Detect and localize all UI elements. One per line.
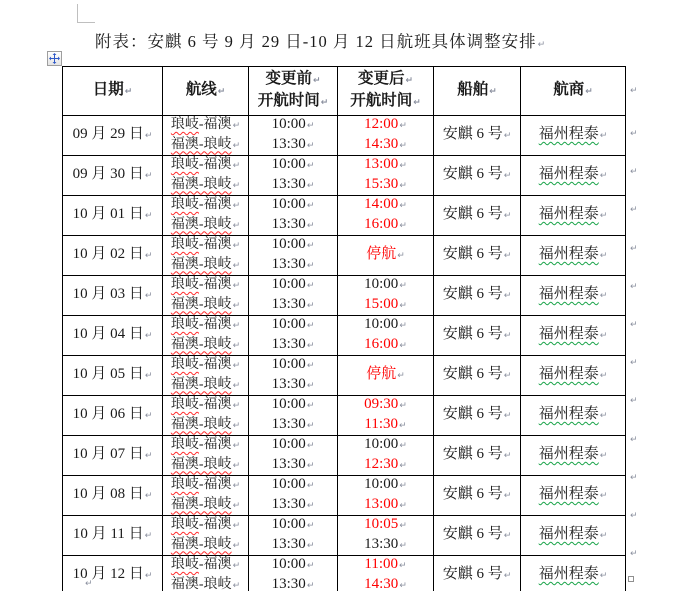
after-time-cell[interactable]: 14:00↵ 16:00↵	[338, 196, 434, 236]
paragraph-mark: ↵	[399, 180, 407, 191]
table-row	[63, 156, 626, 196]
paragraph-mark: ↵	[306, 220, 315, 231]
paragraph-mark: ↵	[399, 460, 407, 471]
paragraph-mark: ↵	[306, 561, 315, 571]
date-cell[interactable]: 10 月 01 日↵	[63, 196, 163, 236]
before-time-cell[interactable]: 10:00↵ 13:30↵	[249, 276, 338, 316]
table-row	[63, 196, 626, 236]
operator-cell[interactable]: 福州程泰↵	[521, 276, 626, 316]
paragraph-mark: ↵	[599, 330, 608, 341]
table-row	[63, 396, 626, 436]
paragraph-mark: ↵	[144, 570, 153, 581]
paragraph-mark: ↵	[306, 460, 315, 471]
paragraph-mark: ↵	[144, 290, 153, 301]
before-time-cell[interactable]: 10:00↵ 13:30↵	[249, 156, 338, 196]
header-cell-ship[interactable]: 船舶↵	[434, 67, 521, 116]
operator-cell[interactable]: 福州程泰↵	[521, 356, 626, 396]
ship-cell[interactable]: 安麒 6 号↵	[434, 396, 521, 436]
ship-cell[interactable]: 安麒 6 号↵	[434, 316, 521, 356]
table-row	[63, 316, 626, 356]
paragraph-mark: ↵	[144, 170, 153, 181]
paragraph-mark: ↵	[503, 330, 512, 341]
paragraph-mark: ↵	[232, 140, 241, 151]
paragraph-mark: ↵	[232, 441, 241, 451]
ship-cell[interactable]: 安麒 6 号↵	[434, 436, 521, 476]
after-time-cell[interactable]: 10:00↵ 15:00↵	[338, 276, 434, 316]
header-cell-before-time[interactable]: 变更前↵ 开航时间↵	[249, 67, 338, 116]
operator-cell[interactable]: 福州程泰↵	[521, 436, 626, 476]
paragraph-mark: ↵	[503, 290, 512, 301]
paragraph-mark: ↵	[599, 290, 608, 301]
paragraph-mark: ↵	[599, 410, 608, 421]
paragraph-mark: ↵	[599, 130, 608, 141]
paragraph-mark: ↵	[399, 140, 407, 151]
date-cell[interactable]: 10 月 05 日↵	[63, 356, 163, 396]
paragraph-mark: ↵	[599, 570, 608, 581]
operator-cell[interactable]: 福州程泰↵	[521, 396, 626, 436]
paragraph-mark: ↵	[537, 40, 546, 50]
route-cell[interactable]: 琅岐-福澳↵ 福澳-琅岐↵	[163, 556, 249, 591]
route-cell[interactable]: 琅岐-福澳↵ 福澳-琅岐↵	[163, 276, 249, 316]
paragraph-mark: ↵	[306, 281, 315, 291]
paragraph-mark: ↵	[399, 481, 407, 491]
move-arrows-icon	[49, 53, 60, 64]
route-cell[interactable]: 琅岐-福澳↵ 福澳-琅岐↵	[163, 316, 249, 356]
date-cell[interactable]: 10 月 11 日↵	[63, 516, 163, 556]
after-time-cell[interactable]: 10:05↵ 13:30↵	[338, 516, 434, 556]
paragraph-mark: ↵	[85, 579, 93, 589]
before-time-cell[interactable]: 10:00↵ 13:30↵	[249, 356, 338, 396]
table-row	[63, 556, 626, 591]
paragraph-mark: ↵	[399, 300, 407, 311]
paragraph-mark: ↵	[399, 340, 407, 351]
paragraph-mark: ↵	[306, 121, 315, 131]
paragraph-mark: ↵	[399, 500, 407, 511]
after-time-cell[interactable]: 12:00↵ 14:30↵	[338, 116, 434, 156]
before-time-cell[interactable]: 10:00↵ 13:30↵	[249, 556, 338, 591]
document-title[interactable]	[95, 30, 545, 57]
header-cell-after-time[interactable]: 变更后↵ 开航时间↵	[338, 67, 434, 116]
paragraph-mark: ↵	[630, 510, 638, 521]
paragraph-mark: ↵	[232, 281, 241, 291]
paragraph-mark: ↵	[232, 121, 241, 131]
route-cell[interactable]: 琅岐-福澳↵ 福澳-琅岐↵	[163, 356, 249, 396]
paragraph-mark: ↵	[399, 220, 407, 231]
paragraph-mark: ↵	[232, 361, 241, 371]
paragraph-mark: ↵	[232, 561, 241, 571]
header-row	[63, 67, 626, 116]
paragraph-mark: ↵	[306, 300, 315, 311]
paragraph-mark: ↵	[306, 420, 315, 431]
paragraph-mark: ↵	[413, 98, 421, 108]
before-time-cell[interactable]: 10:00↵ 13:30↵	[249, 436, 338, 476]
paragraph-mark: ↵	[306, 180, 315, 191]
table-resize-handle[interactable]	[628, 576, 634, 582]
paragraph-mark: ↵	[306, 140, 315, 151]
paragraph-mark: ↵	[503, 130, 512, 141]
route-cell[interactable]: 琅岐-福澳↵ 福澳-琅岐↵	[163, 476, 249, 516]
operator-cell[interactable]: 福州程泰↵	[521, 236, 626, 276]
paragraph-mark: ↵	[503, 570, 512, 581]
before-time-cell[interactable]: 10:00↵ 13:30↵	[249, 236, 338, 276]
paragraph-mark: ↵	[489, 87, 497, 97]
paragraph-mark: ↵	[144, 410, 153, 421]
operator-cell[interactable]: 福州程泰↵	[521, 556, 626, 591]
paragraph-mark: ↵	[306, 540, 315, 551]
paragraph-mark: ↵	[599, 530, 608, 541]
table-row	[63, 236, 626, 276]
header-cell-operator[interactable]: 航商↵	[521, 67, 626, 116]
paragraph-mark: ↵	[503, 170, 512, 181]
date-cell[interactable]: 10 月 02 日↵	[63, 236, 163, 276]
paragraph-mark: ↵	[599, 370, 608, 381]
paragraph-mark: ↵	[144, 370, 153, 381]
paragraph-mark: ↵	[306, 161, 315, 171]
after-time-cell[interactable]: 停航↵	[338, 356, 434, 396]
paragraph-mark: ↵	[630, 472, 638, 483]
paragraph-mark: ↵	[232, 500, 241, 511]
ship-cell[interactable]: 安麒 6 号↵	[434, 516, 521, 556]
date-cell[interactable]: 10 月 07 日↵	[63, 436, 163, 476]
paragraph-mark: ↵	[399, 580, 407, 591]
paragraph-mark: ↵	[399, 121, 407, 131]
ship-cell[interactable]: 安麒 6 号↵	[434, 196, 521, 236]
paragraph-mark: ↵	[217, 87, 226, 97]
end-paragraph-mark	[84, 573, 93, 591]
paragraph-mark: ↵	[306, 401, 315, 411]
title-text: 附表：安麒 6 号 9 月 29 日-10 月 12 日航班具体调整安排	[95, 32, 537, 51]
paragraph-mark: ↵	[232, 481, 241, 491]
paragraph-mark: ↵	[306, 201, 315, 211]
row-end-marks	[629, 66, 641, 573]
paragraph-mark: ↵	[399, 281, 407, 291]
route-cell[interactable]: 琅岐-福澳↵ 福澳-琅岐↵	[163, 116, 249, 156]
paragraph-mark: ↵	[124, 87, 133, 97]
paragraph-mark: ↵	[599, 490, 608, 501]
after-time-cell[interactable]: 11:00↵ 14:30↵	[338, 556, 434, 591]
after-time-cell[interactable]: 09:30↵ 11:30↵	[338, 396, 434, 436]
date-cell[interactable]: 10 月 12 日↵	[63, 556, 163, 591]
paragraph-mark: ↵	[503, 210, 512, 221]
operator-cell[interactable]: 福州程泰↵	[521, 316, 626, 356]
paragraph-mark: ↵	[232, 321, 241, 331]
paragraph-mark: ↵	[399, 521, 407, 531]
paragraph-mark: ↵	[232, 460, 241, 471]
page-corner-crop-mark	[77, 4, 95, 23]
paragraph-mark: ↵	[232, 380, 241, 391]
before-time-cell[interactable]: 10:00↵ 13:30↵	[249, 316, 338, 356]
date-cell[interactable]: 10 月 04 日↵	[63, 316, 163, 356]
paragraph-mark: ↵	[320, 98, 329, 108]
table-row	[63, 356, 626, 396]
after-time-cell[interactable]: 10:00↵ 13:00↵	[338, 476, 434, 516]
route-cell[interactable]: 琅岐-福澳↵ 福澳-琅岐↵	[163, 516, 249, 556]
paragraph-mark: ↵	[630, 320, 638, 331]
paragraph-mark: ↵	[399, 401, 407, 411]
paragraph-mark: ↵	[585, 87, 593, 97]
ship-cell[interactable]: 安麒 6 号↵	[434, 476, 521, 516]
paragraph-mark: ↵	[306, 580, 315, 591]
table-row	[63, 476, 626, 516]
paragraph-mark: ↵	[399, 161, 407, 171]
paragraph-mark: ↵	[399, 561, 407, 571]
ship-cell[interactable]: 安麒 6 号↵	[434, 356, 521, 396]
paragraph-mark: ↵	[399, 201, 407, 211]
before-time-cell[interactable]: 10:00↵ 13:30↵	[249, 116, 338, 156]
paragraph-mark: ↵	[599, 210, 608, 221]
paragraph-mark: ↵	[232, 340, 241, 351]
paragraph-mark: ↵	[306, 361, 315, 371]
after-time-cell[interactable]: 停航↵	[338, 236, 434, 276]
paragraph-mark: ↵	[232, 420, 241, 431]
ship-cell[interactable]: 安麒 6 号↵	[434, 156, 521, 196]
ship-cell[interactable]: 安麒 6 号↵	[434, 116, 521, 156]
before-time-cell[interactable]: 10:00↵ 13:30↵	[249, 396, 338, 436]
after-time-cell[interactable]: 13:00↵ 15:30↵	[338, 156, 434, 196]
paragraph-mark: ↵	[232, 260, 241, 271]
route-cell[interactable]: 琅岐-福澳↵ 福澳-琅岐↵	[163, 156, 249, 196]
paragraph-mark: ↵	[630, 434, 638, 445]
paragraph-mark: ↵	[144, 330, 153, 341]
paragraph-mark: ↵	[232, 201, 241, 211]
operator-cell[interactable]: 福州程泰↵	[521, 196, 626, 236]
paragraph-mark: ↵	[232, 161, 241, 171]
paragraph-mark: ↵	[232, 540, 241, 551]
date-cell[interactable]: 10 月 03 日↵	[63, 276, 163, 316]
paragraph-mark: ↵	[503, 370, 512, 381]
paragraph-mark: ↵	[399, 420, 407, 431]
date-cell[interactable]: 09 月 30 日↵	[63, 156, 163, 196]
paragraph-mark: ↵	[144, 130, 153, 141]
paragraph-mark: ↵	[503, 410, 512, 421]
paragraph-mark: ↵	[397, 370, 405, 381]
table-row	[63, 116, 626, 156]
paragraph-mark: ↵	[397, 250, 405, 261]
paragraph-mark: ↵	[306, 260, 315, 271]
route-cell[interactable]: 琅岐-福澳↵ 福澳-琅岐↵	[163, 436, 249, 476]
paragraph-mark: ↵	[503, 530, 512, 541]
paragraph-mark: ↵	[630, 167, 638, 178]
paragraph-mark: ↵	[630, 281, 638, 292]
paragraph-mark: ↵	[399, 321, 407, 331]
paragraph-mark: ↵	[232, 300, 241, 311]
paragraph-mark: ↵	[306, 241, 315, 251]
before-time-cell[interactable]: 10:00↵ 13:30↵	[249, 476, 338, 516]
paragraph-mark: ↵	[306, 500, 315, 511]
paragraph-mark: ↵	[599, 450, 608, 461]
operator-cell[interactable]: 福州程泰↵	[521, 156, 626, 196]
paragraph-mark: ↵	[232, 241, 241, 251]
table-move-handle[interactable]	[47, 51, 62, 66]
ship-cell[interactable]: 安麒 6 号↵	[434, 556, 521, 591]
date-cell[interactable]: 10 月 08 日↵	[63, 476, 163, 516]
paragraph-mark: ↵	[503, 490, 512, 501]
paragraph-mark: ↵	[232, 220, 241, 231]
schedule-table	[62, 66, 626, 591]
table-row	[63, 436, 626, 476]
paragraph-mark: ↵	[399, 540, 407, 551]
table-row	[63, 516, 626, 556]
paragraph-mark: ↵	[503, 250, 512, 261]
after-time-cell[interactable]: 10:00↵ 16:00↵	[338, 316, 434, 356]
paragraph-mark: ↵	[306, 321, 315, 331]
paragraph-mark: ↵	[306, 441, 315, 451]
paragraph-mark: ↵	[630, 205, 638, 216]
before-time-cell[interactable]: 10:00↵ 13:30↵	[249, 516, 338, 556]
paragraph-mark: ↵	[405, 76, 414, 86]
paragraph-mark: ↵	[232, 521, 241, 531]
paragraph-mark: ↵	[599, 250, 608, 261]
paragraph-mark: ↵	[144, 530, 153, 541]
route-cell[interactable]: 琅岐-福澳↵ 福澳-琅岐↵	[163, 196, 249, 236]
ship-cell[interactable]: 安麒 6 号↵	[434, 236, 521, 276]
paragraph-mark: ↵	[232, 180, 241, 191]
paragraph-mark: ↵	[144, 250, 153, 261]
paragraph-mark: ↵	[312, 76, 321, 86]
paragraph-mark: ↵	[503, 450, 512, 461]
paragraph-mark: ↵	[232, 580, 241, 591]
paragraph-mark: ↵	[306, 380, 315, 391]
paragraph-mark: ↵	[144, 210, 153, 221]
paragraph-mark: ↵	[144, 450, 153, 461]
route-cell[interactable]: 琅岐-福澳↵ 福澳-琅岐↵	[163, 396, 249, 436]
date-cell[interactable]: 09 月 29 日↵	[63, 116, 163, 156]
operator-cell[interactable]: 福州程泰↵	[521, 116, 626, 156]
paragraph-mark: ↵	[306, 340, 315, 351]
operator-cell[interactable]: 福州程泰↵	[521, 516, 626, 556]
paragraph-mark: ↵	[306, 481, 315, 491]
after-time-cell[interactable]: 10:00↵ 12:30↵	[338, 436, 434, 476]
date-cell[interactable]: 10 月 06 日↵	[63, 396, 163, 436]
header-cell-route[interactable]: 航线↵	[163, 67, 249, 116]
route-cell[interactable]: 琅岐-福澳↵ 福澳-琅岐↵	[163, 236, 249, 276]
before-time-cell[interactable]: 10:00↵ 13:30↵	[249, 196, 338, 236]
paragraph-mark: ↵	[630, 85, 638, 96]
paragraph-mark: ↵	[630, 358, 638, 369]
paragraph-mark: ↵	[144, 490, 153, 501]
paragraph-mark: ↵	[630, 243, 638, 254]
ship-cell[interactable]: 安麒 6 号↵	[434, 276, 521, 316]
paragraph-mark: ↵	[399, 441, 407, 451]
operator-cell[interactable]: 福州程泰↵	[521, 476, 626, 516]
table-row	[63, 276, 626, 316]
header-cell-date[interactable]: 日期↵	[63, 67, 163, 116]
paragraph-mark: ↵	[599, 170, 608, 181]
paragraph-mark: ↵	[630, 129, 638, 140]
paragraph-mark: ↵	[232, 401, 241, 411]
paragraph-mark: ↵	[630, 549, 638, 560]
paragraph-mark: ↵	[306, 521, 315, 531]
paragraph-mark: ↵	[630, 396, 638, 407]
